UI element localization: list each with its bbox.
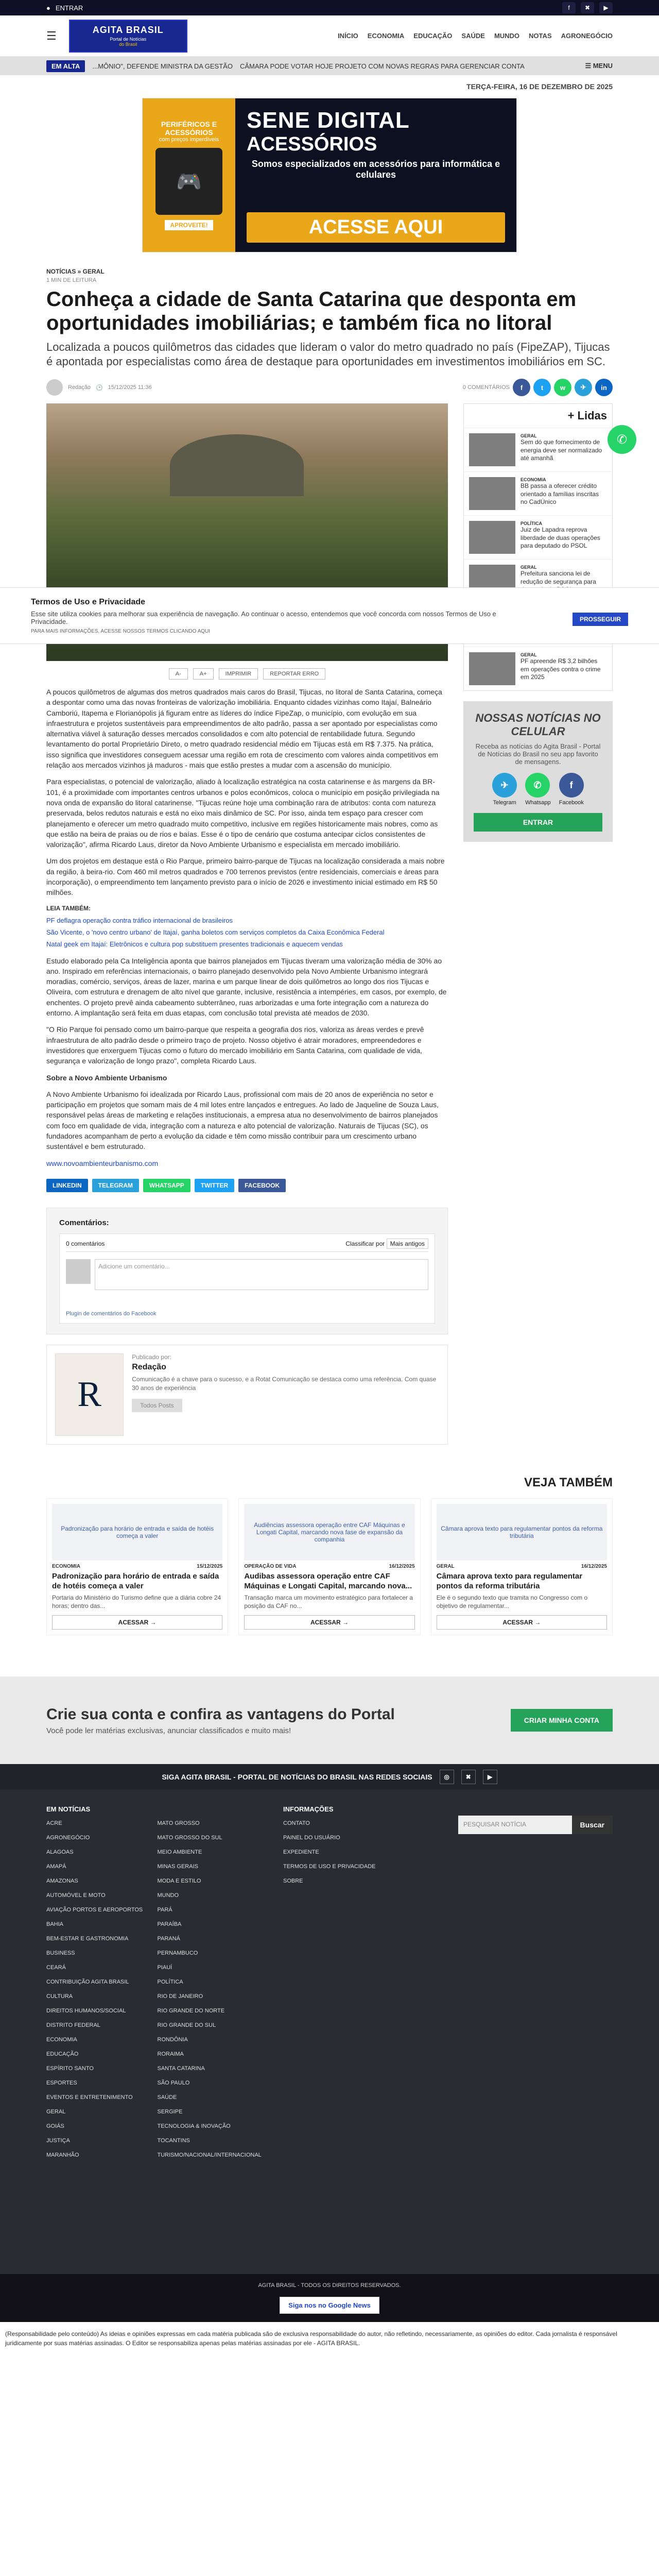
footer-news-link[interactable]: GERAL xyxy=(46,2109,66,2115)
sidebar xyxy=(463,403,613,1445)
signup-title: Crie sua conta e confira as vantagens do Portal xyxy=(46,1705,395,1723)
footer-news-link[interactable]: CONTRIBUIÇÃO AGITA BRASIL xyxy=(46,1979,129,1986)
banner-ad[interactable] xyxy=(142,98,517,252)
card-access-button[interactable]: ACESSAR → xyxy=(244,1615,414,1630)
share-buttons xyxy=(46,1179,448,1192)
footer-info-title: INFORMAÇÕES xyxy=(283,1805,334,1814)
x-icon[interactable]: ✖ xyxy=(461,1770,476,1784)
footer-news-link[interactable]: EDUCAÇÃO xyxy=(46,2051,79,2058)
card-excerpt: Transação marca um movimento estratégico para fortalecer a posição da CAF no... xyxy=(244,1594,413,1610)
all-posts-button[interactable]: Todos Posts xyxy=(132,1399,182,1412)
whatsapp-option[interactable] xyxy=(525,773,551,806)
article-meta xyxy=(46,379,613,396)
ad-left-title: PERIFÉRICOS E ACESSÓRIOS xyxy=(161,120,217,137)
telegram-icon: ✈ xyxy=(492,773,517,798)
footer-link[interactable]: SOBRE xyxy=(283,1878,303,1885)
footer-news-link[interactable]: JUSTIÇA xyxy=(46,2138,70,2144)
card-image: Padronização para horário de entrada e saída de hotéis começa a valer xyxy=(52,1504,222,1561)
current-date: TERÇA-FEIRA, 16 DE DEZEMBRO DE 2025 xyxy=(466,82,613,91)
author-bio: Comunicação é a chave para o sucesso, e a Rotat Comunicação se destaca como uma referência. Com quase 30 anos de experiência xyxy=(132,1375,437,1392)
footer-news-link[interactable]: RONDÔNIA xyxy=(157,2037,188,2043)
whatsapp-icon: ✆ xyxy=(525,773,550,798)
signup-text: Você pode ler matérias exclusivas, anunciar classificados e muito mais! xyxy=(46,1726,291,1735)
published-by-label: Publicado por: xyxy=(132,1353,171,1361)
mobile-news-box xyxy=(463,701,613,842)
card-date: 15/12/2025 xyxy=(197,1563,223,1569)
author-avatar xyxy=(46,379,63,396)
footer-news-link[interactable]: PARAÍBA xyxy=(157,1921,182,1928)
instagram-icon[interactable]: ◎ xyxy=(440,1770,454,1784)
read-also xyxy=(46,904,448,950)
footer-link[interactable]: CONTATO xyxy=(283,1820,310,1827)
footer-news-link[interactable]: RIO DE JANEIRO xyxy=(157,1993,203,2000)
ticker-tag: EM ALTA xyxy=(46,60,85,72)
see-also-card[interactable] xyxy=(46,1498,228,1635)
twitter-share-icon[interactable]: t xyxy=(533,379,551,396)
nav-notas[interactable]: NOTAS xyxy=(529,32,552,40)
mountain-shape xyxy=(170,434,304,496)
ad-category: ACESSÓRIOS xyxy=(247,133,377,155)
item-title: PF apreende R$ 3,2 bilhões em operações contra o crime em 2025 xyxy=(521,657,601,681)
footer-news-link[interactable]: PIAUÍ xyxy=(157,1964,172,1971)
most-read-title: + Lidas xyxy=(567,409,607,422)
thumbnail xyxy=(469,652,515,685)
nav-educacao[interactable]: EDUCAÇÃO xyxy=(413,32,453,40)
thumbnail xyxy=(469,433,515,466)
ad-left-panel xyxy=(143,98,235,252)
whatsapp-float-icon[interactable]: ✆ xyxy=(608,425,636,454)
author-logo: R xyxy=(55,1353,124,1436)
article-lead: Localizada a poucos quilômetros das cidades que lideram o valor do metro quadrado no país (FipeZAP), Tijucas é apontada por especialistas como área de destaque para oportunidades em investimentos imobiliários em SC. xyxy=(46,341,610,368)
paragraph: A Novo Ambiente Urbanismo foi idealizada por Ricardo Laus, profissional com mais de 20 anos de experiência no setor e participação em projetos que somam mais de 4 mil lotes entre lançados e entregues. Ao lado de Jaqueline de Souza Laus, responsável pelas áreas de marketing e relações institucionais, a empresa atua no desenvolvimento de bairros planejados com foco em qualidade de vida, integração com a natureza e alto potencial de valorização. Naturais de Tijucas (SC), os fundadores acompanham de perto a evolução da cidade e têm como missão contribuir para um crescimento urbano sustentável e bem estruturado. xyxy=(46,1090,439,1151)
reading-time: 1 MIN DE LEITURA xyxy=(46,277,97,283)
footer-news-link[interactable]: RORAIMA xyxy=(157,2051,184,2058)
category: GERAL xyxy=(521,652,537,657)
footer-news-link[interactable]: BAHIA xyxy=(46,1921,64,1928)
footer-news-link[interactable]: PARÁ xyxy=(157,1907,172,1913)
signup-band xyxy=(0,1676,659,1764)
footer-news-link[interactable]: PARANÁ xyxy=(157,1936,180,1942)
footer-news-link[interactable]: CEARÁ xyxy=(46,1964,66,1971)
item-title: Juiz de Lapadra reprova liberdade de duas operações para deputado do PSOL xyxy=(521,526,600,550)
footer-news-link[interactable]: ESPÍRITO SANTO xyxy=(46,2065,94,2072)
footer-news-link[interactable]: AGRONEGÓCIO xyxy=(46,1835,90,1841)
article-title: Conheça a cidade de Santa Catarina que desponta em oportunidades imobiliárias; e também fica no litoral xyxy=(46,288,577,334)
footer-news-link[interactable]: TECNOLOGIA & INOVAÇÃO xyxy=(157,2123,231,2130)
card-excerpt: Ele é o segundo texto que tramita no Congresso com o objetivo de regulamentar... xyxy=(436,1594,588,1610)
copyright-bar xyxy=(0,2274,659,2322)
ad-left-cta: APROVEITE! xyxy=(165,220,213,230)
facebook-button[interactable]: FACEBOOK xyxy=(238,1179,286,1192)
footer-news-link[interactable]: ECONOMIA xyxy=(46,2037,77,2043)
footer xyxy=(0,1790,659,2274)
font-increase-button[interactable]: A+ xyxy=(193,668,214,680)
mobile-news-text: Receba as notícias do Agita Brasil - Portal de Notícias do Brasil no seu app favorito de mensagens. xyxy=(475,742,601,766)
nav-saude[interactable]: SAÚDE xyxy=(461,32,485,40)
whatsapp-share-icon[interactable]: w xyxy=(554,379,571,396)
thumbnail xyxy=(469,521,515,554)
ad-left-sub: com preços imperdíveis xyxy=(159,137,219,143)
most-read-item[interactable] xyxy=(464,471,612,515)
paragraph: Para especialistas, o potencial de valorização, aliado à localização estratégica na costa catarinense e às margens da BR-101, é a proximidade com importantes centros urbanos e polos econômicos, coloca o município em posição privilegiada na nova onda de expansão do litoral catarinense. "Tijucas reúne hoje uma combinação rara de atributos: conta com natureza preservada, belos redutos naturais e está no eixo mais dinâmico de SC. Por isso, ainda tem espaço para crescer com planejamento e oferecer um metro quadrado muito competitivo, inclusive em regiões historicamente mais nobres, como as que estão na beira de praias ou de rios e baías. Esse é o tipo de cenário que costuma antecipar ciclos consistentes de valorização", afirma Ricardo Laus, diretor da Novo Ambiente Urbanismo e especialista em mercado imobiliário. xyxy=(46,777,440,849)
ad-brand: SENE DIGITAL xyxy=(247,108,410,133)
item-title: Prefeitura sanciona lei de redução de segurança para xyxy=(521,570,596,585)
see-also-card[interactable] xyxy=(238,1498,420,1635)
header xyxy=(0,15,659,57)
footer-news-link[interactable]: ACRE xyxy=(46,1820,62,1827)
footer-news-title: EM NOTÍCIAS xyxy=(46,1805,91,1814)
card-category: OPERAÇÃO DE VIDA xyxy=(244,1563,297,1569)
card-image: Audiências assessora operação entre CAF Máquinas e Longati Capital, marcando nova fase de expansão da companhia xyxy=(244,1504,414,1561)
mobile-news-title: NOSSAS NOTÍCIAS NO CELULAR xyxy=(475,711,601,738)
footer-news-link[interactable]: AMAPÁ xyxy=(46,1863,66,1870)
logo[interactable] xyxy=(69,20,187,53)
ticker-bar xyxy=(0,57,659,75)
footer-link[interactable]: PAINEL DO USUÁRIO xyxy=(283,1835,340,1841)
linkedin-share-icon[interactable]: in xyxy=(595,379,613,396)
ticker-item[interactable]: CÂMARA PODE VOTAR HOJE PROJETO COM NOVAS REGRAS PARA GERENCIAR CONTA xyxy=(239,62,525,70)
article xyxy=(46,268,613,1445)
see-also-card[interactable] xyxy=(431,1498,613,1635)
paragraph: A poucos quilômetros de algumas dos metros quadrados mais caros do Brasil, Tijucas, no litoral de Santa Catarina, começa a despontar como uma das novas fronteiras de valorização imobiliária. Enquanto cidades vizinhas como Itajaí, Balneário Camboriú, Itapema e Florianópolis já figuram entre as líderes do índice FipeZap, o município, com evolução em sua infraestrutura e projetos sustentáveis para empreendimentos de alto padrão, passa a ser apontado por especialistas como alternativa viável à saturação desses mercados consolidados e com alto potencial de rentabilidade futura. Segundo levantamento do portal Proprietário Direto, o metro quadrado residencial médio em Tijucas está em R$ 7.375. Na prática, isso significa que investidores conseguem acessar uma região em rota de crescimento com valores ainda competitivos em relação aos mercados vizinhos já maduros - mais que estão prestes a mudar com a ascensão do município. xyxy=(46,688,442,770)
most-read xyxy=(463,403,613,691)
whatsapp-button[interactable]: WHATSAPP xyxy=(143,1179,190,1192)
create-account-button[interactable]: CRIAR MINHA CONTA xyxy=(511,1709,613,1732)
breadcrumb-text[interactable]: NOTÍCIAS » GERAL xyxy=(46,268,105,275)
footer-news-link[interactable]: MINAS GERAIS xyxy=(157,1863,198,1870)
logo-name: AGITA BRASIL xyxy=(92,25,164,35)
card-title: Câmara aprova texto para regulamentar pontos da reforma tributária xyxy=(436,1571,583,1591)
read-also-item[interactable]: Natal geek em Itajaí: Eletrônicos e cultura pop substituem presentes tradicionais e aquecem vendas xyxy=(46,940,343,948)
paragraph: "O Rio Parque foi pensado como um bairro-parque que respeita a geografia dos rios, valoriza as áreas verdes e prevê infraestrutura de alto padrão desde o primeiro traço de projeto. Nosso objetivo é atrair moradores, empreendedores e investidores que enxerguem Tijucas como o futuro do mercado imobiliário em Santa Catarina, com qualidade de vida, segurança e valorização de longo prazo", completa Ricardo Laus. xyxy=(46,1025,424,1065)
commenter-avatar xyxy=(66,1259,91,1284)
footer-news-link[interactable]: TOCANTINS xyxy=(157,2138,190,2144)
font-decrease-button[interactable]: A- xyxy=(169,668,188,680)
footer-news-link[interactable]: MATO GROSSO DO SUL xyxy=(157,1835,222,1841)
footer-social-bar xyxy=(0,1764,659,1790)
app-label: Facebook xyxy=(559,800,584,806)
facebook-share-icon[interactable]: f xyxy=(513,379,530,396)
footer-news-link[interactable]: CULTURA xyxy=(46,1993,73,2000)
thumbnail xyxy=(469,477,515,510)
cookie-text: Esse site utiliza cookies para melhorar sua experiência de navegação. Ao continuar o acesso, entendemos que você concorda com nossos Termos de Uso e Privacidade. xyxy=(31,609,496,625)
breadcrumb xyxy=(46,268,613,283)
category: ECONOMIA xyxy=(521,477,546,482)
copyright-text: AGITA BRASIL - TODOS OS DIREITOS RESERVADOS. xyxy=(258,2282,401,2289)
footer-search xyxy=(458,1816,613,1834)
facebook-comments-box xyxy=(59,1233,435,1324)
app-label: Telegram xyxy=(493,800,516,806)
disclaimer: (Responsabilidade pelo conteúdo) As ideias e opiniões expressas em cada matéria publicada são de exclusiva responsabilidade do autor, não refletindo, necessariamente, as opiniões do editor. Cada jornalista é responsável juridicamente por suas matérias assinadas. O Editor se responsabiliza apenas pelas matérias assinadas por ele - AGITA BRASIL. xyxy=(5,2330,617,2347)
nav-inicio[interactable]: INÍCIO xyxy=(338,32,358,40)
footer-news-link[interactable]: ALAGOAS xyxy=(46,1849,74,1856)
youtube-icon[interactable]: ▶ xyxy=(599,2,613,13)
footer-news-link[interactable]: MARANHÃO xyxy=(46,2152,79,2159)
author-name[interactable]: Redação xyxy=(68,384,91,391)
footer-news-link[interactable]: DIREITOS HUMANOS/SOCIAL xyxy=(46,2008,126,2014)
date-bar xyxy=(0,75,659,98)
footer-news-link[interactable]: DISTRITO FEDERAL xyxy=(46,2022,100,2029)
card-category: GERAL xyxy=(436,1563,455,1569)
footer-news-link[interactable]: AVIAÇÃO PORTOS E AEROPORTOS xyxy=(46,1907,143,1913)
facebook-icon: f xyxy=(559,773,584,798)
most-read-item[interactable] xyxy=(464,515,612,559)
author-box-name[interactable]: Redação xyxy=(132,1362,166,1371)
cookie-terms-link[interactable]: PARA MAIS INFORMAÇÕES, ACESSE NOSSOS TERMOS CLICANDO AQUI xyxy=(31,628,211,634)
footer-news-link[interactable]: MATO GROSSO xyxy=(157,1820,200,1827)
footer-news-link[interactable]: MEIO AMBIENTE xyxy=(157,1849,202,1856)
card-access-button[interactable]: ACESSAR → xyxy=(52,1615,222,1630)
logo-line2: Portal de Notícias xyxy=(110,37,147,42)
ticker-item[interactable]: ...MÔNIO", DEFENDE MINISTRA DA GESTÃO xyxy=(92,62,233,70)
cookie-accept-button[interactable]: PROSSEGUIR xyxy=(573,613,628,626)
sort-label: Classificar por xyxy=(345,1240,385,1247)
print-button[interactable]: IMPRIMIR xyxy=(219,668,258,680)
ad-text: Somos especializados em acessórios para informática e celulares xyxy=(251,159,500,180)
nav-economia[interactable]: ECONOMIA xyxy=(367,32,405,40)
paragraph: Um dos projetos em destaque está o Rio Parque, primeiro bairro-parque de Tijucas na localização considerada a mais nobre da região, à beira-rio. Com 460 mil metros quadrados e 700 terrenos previstos (entre residenciais, comerciais e áreas para incorporação), o empreendimento tem lançamento previsto para o início de 2026 e investimento inicial estimado em R$ 50 milhões. xyxy=(46,857,445,897)
linkedin-button[interactable]: LINKEDIN xyxy=(46,1179,88,1192)
x-icon[interactable]: ✖ xyxy=(581,2,594,13)
footer-news-link[interactable]: PERNAMBUCO xyxy=(157,1950,198,1957)
ad-cta[interactable]: ACESSE AQUI xyxy=(247,212,505,243)
telegram-option[interactable] xyxy=(492,773,517,806)
user-icon[interactable]: ● xyxy=(46,4,50,12)
most-read-item[interactable] xyxy=(464,647,612,690)
category: GERAL xyxy=(521,565,537,570)
top-bar xyxy=(0,0,659,15)
footer-news-link[interactable]: TURISMO/NACIONAL/INTERNACIONAL xyxy=(157,2152,262,2159)
card-access-button[interactable]: ACESSAR → xyxy=(437,1615,607,1630)
card-date: 16/12/2025 xyxy=(581,1563,607,1569)
twitter-button[interactable]: TWITTER xyxy=(195,1179,234,1192)
card-title: Padronização para horário de entrada e saída de hotéis começa a valer xyxy=(52,1571,219,1591)
card-image: Câmara aprova texto para regulamentar pontos da reforma tributária xyxy=(437,1504,607,1561)
gamepad-icon: 🎮 xyxy=(155,148,222,215)
comments-count[interactable]: 0 COMENTÁRIOS xyxy=(462,384,510,391)
cookie-banner xyxy=(0,587,659,644)
subheading: Sobre a Novo Ambiente Urbanismo xyxy=(46,1073,167,1082)
facebook-icon[interactable]: f xyxy=(562,2,576,13)
app-label: Whatsapp xyxy=(525,800,551,806)
category: POLÍTICA xyxy=(521,521,542,526)
clock-icon: 🕑 xyxy=(96,384,103,391)
enter-button[interactable]: ENTRAR xyxy=(474,813,602,832)
comment-count: 0 comentários xyxy=(66,1240,105,1247)
comments-section xyxy=(46,1208,448,1334)
see-also xyxy=(46,1476,613,1635)
comments-title: Comentários: xyxy=(59,1218,109,1227)
nav-mundo[interactable]: MUNDO xyxy=(494,32,520,40)
footer-news-link[interactable]: RIO GRANDE DO NORTE xyxy=(157,2008,225,2014)
footer-news-link[interactable]: POLÍTICA xyxy=(157,1979,183,1986)
footer-news-link[interactable]: BEM-ESTAR E GASTRONOMIA xyxy=(46,1936,129,1942)
sort-select[interactable]: Mais antigos xyxy=(387,1239,428,1249)
author-box xyxy=(46,1345,448,1445)
ad-right-panel xyxy=(235,98,516,252)
menu-button[interactable]: ☰ MENU xyxy=(585,62,613,70)
card-date: 16/12/2025 xyxy=(389,1563,415,1569)
main-column xyxy=(46,403,448,1445)
card-title: Audibas assessora operação entre CAF Máquinas e Longati Capital, marcando nova... xyxy=(244,1571,412,1591)
nav-agronegocio[interactable]: AGRONEGÓCIO xyxy=(561,32,613,40)
facebook-plugin-label[interactable]: Plugin de comentários do Facebook xyxy=(66,1310,157,1317)
menu-label: MENU xyxy=(593,62,613,70)
cookie-title: Termos de Uso e Privacidade xyxy=(31,597,146,606)
footer-news-link[interactable]: AMAZONAS xyxy=(46,1878,78,1885)
telegram-share-icon[interactable]: ✈ xyxy=(575,379,592,396)
item-title: Sem dó que fornecimento de energia deve ser normalizado até amanhã xyxy=(521,438,602,462)
external-link[interactable]: www.novoambienteurbanismo.com xyxy=(46,1159,159,1167)
most-read-item[interactable] xyxy=(464,428,612,471)
footer-link[interactable]: EXPEDIENTE xyxy=(283,1849,319,1856)
menu-icon[interactable]: ☰ xyxy=(46,29,57,42)
read-also-item[interactable]: São Vicente, o 'novo centro urbano' de Itajaí, ganha boletos com serviços completos da Caixa Econômica Federal xyxy=(46,928,385,936)
card-excerpt: Portaria do Ministério do Turismo define que a diária cobre 24 horas; dentro das... xyxy=(52,1594,221,1610)
footer-social-text: SIGA AGITA BRASIL - PORTAL DE NOTÍCIAS DO BRASIL NAS REDES SOCIAIS xyxy=(162,1773,432,1782)
see-also-title: VEJA TAMBÉM xyxy=(524,1475,613,1489)
footer-news-link[interactable]: AUTOMÓVEL E MOTO xyxy=(46,1892,106,1899)
report-error-button[interactable]: REPORTAR ERRO xyxy=(263,668,325,680)
facebook-option[interactable] xyxy=(559,773,584,806)
card-category: ECONOMIA xyxy=(52,1563,80,1569)
footer-news-link[interactable]: MUNDO xyxy=(157,1892,179,1899)
telegram-button[interactable]: TELEGRAM xyxy=(92,1179,139,1192)
footer-news-link[interactable]: SANTA CATARINA xyxy=(157,2065,205,2072)
footer-news-link[interactable]: SÃO PAULO xyxy=(157,2080,190,2087)
footer-search-button[interactable]: Buscar xyxy=(572,1816,613,1834)
footer-news-list xyxy=(46,1820,263,2166)
paragraph: Estudo elaborado pela Ca Inteligência aponta que bairros planejados em Tijucas tiveram uma valorização média de 30% ao ano. Inspirado em referências internacionais, o bairro planejado desenvolvido pela Novo Ambiente Urbanismo integrará moradias, comércio, serviços, áreas de lazer, marina e um parque linear de dois quilômetros ao longo dos rios Tijucas e Oliveira, com estrutura e drenagem de alto nível que garante, inclusive, resistência a intempéries, em casos, por exemplo, de enchentes. O projeto prevê ainda cabeamento subterrâneo, ruas arborizadas e uma forte integração com a natureza do entorno. A implantação será feita em duas etapas, com conclusão total prevista até meados de 2030. xyxy=(46,956,447,1018)
footer-news-link[interactable]: ESPORTES xyxy=(46,2080,77,2087)
read-also-title: LEIA TAMBÉM: xyxy=(46,904,91,912)
footer-news-link[interactable]: SAÚDE xyxy=(157,2094,177,2101)
footer-link[interactable]: TERMOS DE USO E PRIVACIDADE xyxy=(283,1863,376,1870)
category: GERAL xyxy=(521,433,537,438)
logo-line3: do Brasil xyxy=(119,42,137,47)
footer-news-link[interactable]: RIO GRANDE DO SUL xyxy=(157,2022,216,2029)
footer-news-link[interactable]: SERGIPE xyxy=(157,2109,183,2115)
comment-input[interactable]: Adicione um comentário... xyxy=(95,1259,428,1290)
footer-news-link[interactable]: GOIÁS xyxy=(46,2123,64,2130)
read-also-item[interactable]: PF deflagra operação contra tráfico internacional de brasileiros xyxy=(46,917,233,925)
main-nav xyxy=(338,32,613,40)
footer-news-link[interactable]: BUSINESS xyxy=(46,1950,75,1957)
article-body xyxy=(46,687,448,1168)
footer-news-link[interactable]: MODA E ESTILO xyxy=(157,1878,201,1885)
youtube-icon[interactable]: ▶ xyxy=(483,1770,497,1784)
login-link[interactable]: ENTRAR xyxy=(55,4,83,12)
footer-news-link[interactable]: EVENTOS E ENTRETENIMENTO xyxy=(46,2094,133,2101)
article-toolbar xyxy=(46,668,448,680)
footer-search-input[interactable]: PESQUISAR NOTÍCIA xyxy=(458,1816,572,1834)
publish-date: 15/12/2025 11:36 xyxy=(108,384,152,391)
google-news-button[interactable]: Siga nos no Google News xyxy=(280,2297,379,2314)
item-title: BB passa a oferecer crédito orientado a famílias inscritas no CadÚnico xyxy=(521,482,599,506)
